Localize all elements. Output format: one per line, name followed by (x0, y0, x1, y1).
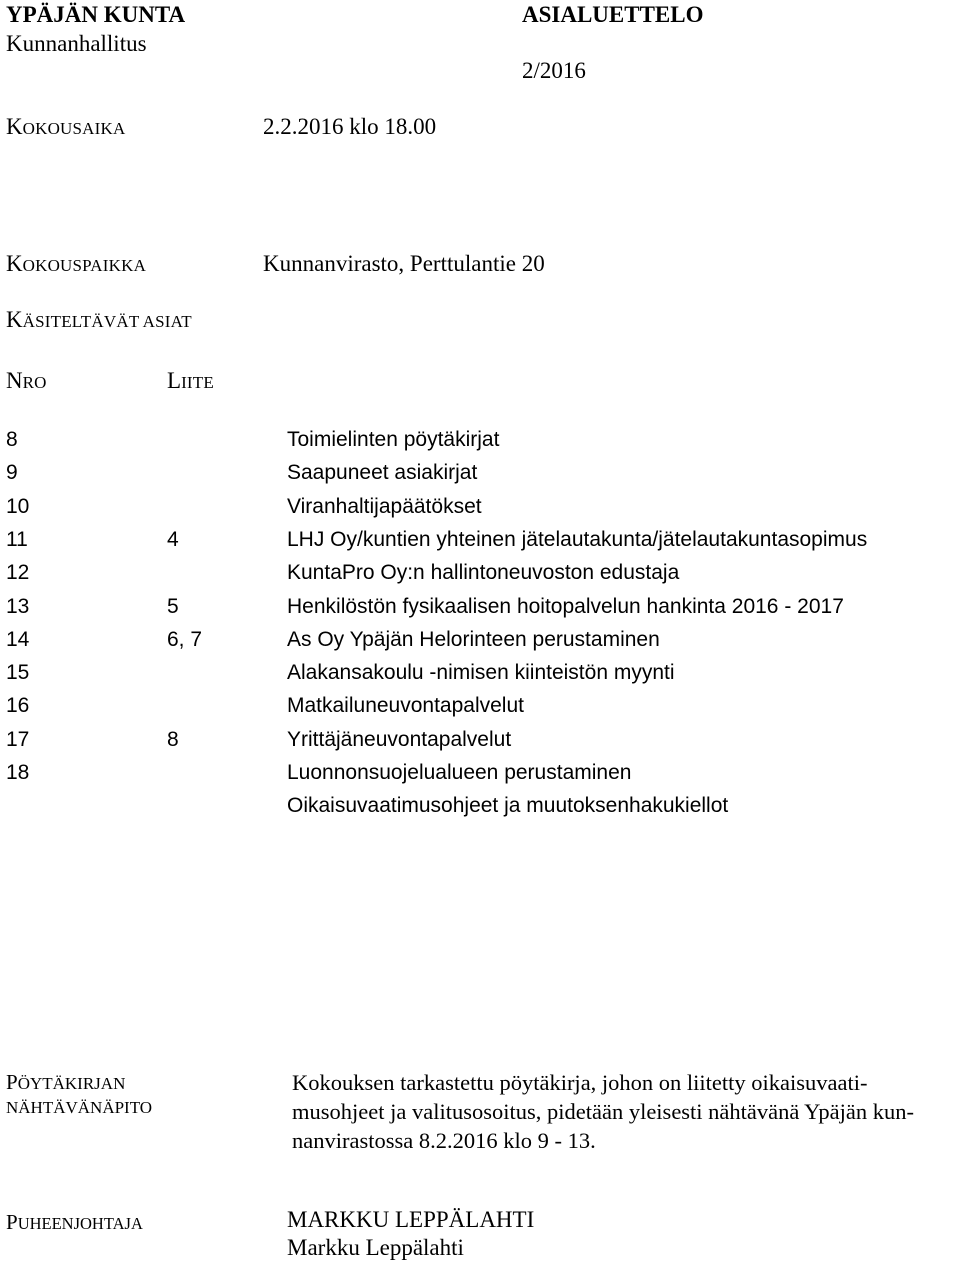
agenda-item-title: Oikaisuvaatimusohjeet ja muutoksenhakukiellot (287, 794, 729, 817)
meeting-place-value: Kunnanvirasto, Perttulantie 20 (263, 251, 545, 276)
agenda-item-title: Yrittäjäneuvontapalvelut (287, 728, 512, 751)
agenda-item-title: Alakansakoulu -nimisen kiinteistön myynti (287, 661, 675, 684)
body-name: Kunnanhallitus (6, 31, 147, 56)
agenda-item-attachment: 8 (167, 728, 179, 751)
agenda-item-title: Toimielinten pöytäkirjat (287, 428, 500, 451)
agenda-item-number: 14 (6, 628, 30, 651)
agenda-item-number: 15 (6, 661, 30, 684)
agenda-item-title: Saapuneet asiakirjat (287, 461, 478, 484)
column-header-liite: LIITE (167, 368, 214, 393)
notice-line-1: Kokouksen tarkastettu pöytäkirja, johon on liitetty oikaisuvaati- (292, 1070, 868, 1095)
agenda-item-attachment: 5 (167, 595, 179, 618)
agenda-item-number: 12 (6, 561, 30, 584)
agenda-item-attachment: 6, 7 (167, 628, 203, 651)
notice-line-2: musohjeet ja valitusosoitus, pidetään yleisesti nähtävänä Ypäjän kun- (292, 1099, 914, 1124)
agenda-item-number: 13 (6, 595, 30, 618)
meeting-time-value: 2.2.2016 klo 18.00 (263, 114, 437, 139)
agenda-item-number: 8 (6, 428, 18, 451)
agenda-item-title: Matkailuneuvontapalvelut (287, 694, 524, 717)
agenda-item-number: 11 (6, 528, 28, 551)
column-header-nro: NRO (6, 368, 47, 393)
agenda-item-attachment: 4 (167, 528, 179, 551)
notice-label-line2: NÄHTÄVÄNÄPITO (6, 1098, 153, 1117)
chair-name: Markku Leppälahti (287, 1235, 464, 1260)
agenda-item-title: LHJ Oy/kuntien yhteinen jätelautakunta/jätelautakuntasopimus (287, 528, 868, 551)
agenda-item-title: As Oy Ypäjän Helorinteen perustaminen (287, 628, 660, 651)
agenda-item-number: 10 (6, 495, 30, 518)
agenda-item-title: KuntaPro Oy:n hallintoneuvoston edustaja (287, 561, 680, 584)
municipality-name: YPÄJÄN KUNTA (6, 2, 186, 27)
agenda-item-title: Henkilöstön fysikaalisen hoitopalvelun hankinta 2016 - 2017 (287, 595, 844, 618)
chair-label: PUHEENJOHTAJA (6, 1210, 143, 1234)
agenda-item-number: 16 (6, 694, 30, 717)
agenda-section-label: KÄSITELTÄVÄT ASIAT (6, 307, 192, 332)
agenda-item-number: 9 (6, 461, 18, 484)
chair-name-upper: MARKKU LEPPÄLAHTI (287, 1207, 535, 1232)
document-number: 2/2016 (522, 58, 586, 83)
meeting-place-label: KOKOUSPAIKKA (6, 251, 147, 276)
agenda-item-number: 18 (6, 761, 30, 784)
document-type: ASIALUETTELO (522, 2, 704, 27)
notice-line-3: nanvirastossa 8.2.2016 klo 9 - 13. (292, 1128, 596, 1153)
agenda-item-title: Viranhaltijapäätökset (287, 495, 482, 518)
agenda-item-title: Luonnonsuojelualueen perustaminen (287, 761, 632, 784)
meeting-time-label: KOKOUSAIKA (6, 114, 126, 139)
agenda-item-number: 17 (6, 728, 30, 751)
notice-label-line1: PÖYTÄKIRJAN (6, 1070, 126, 1094)
